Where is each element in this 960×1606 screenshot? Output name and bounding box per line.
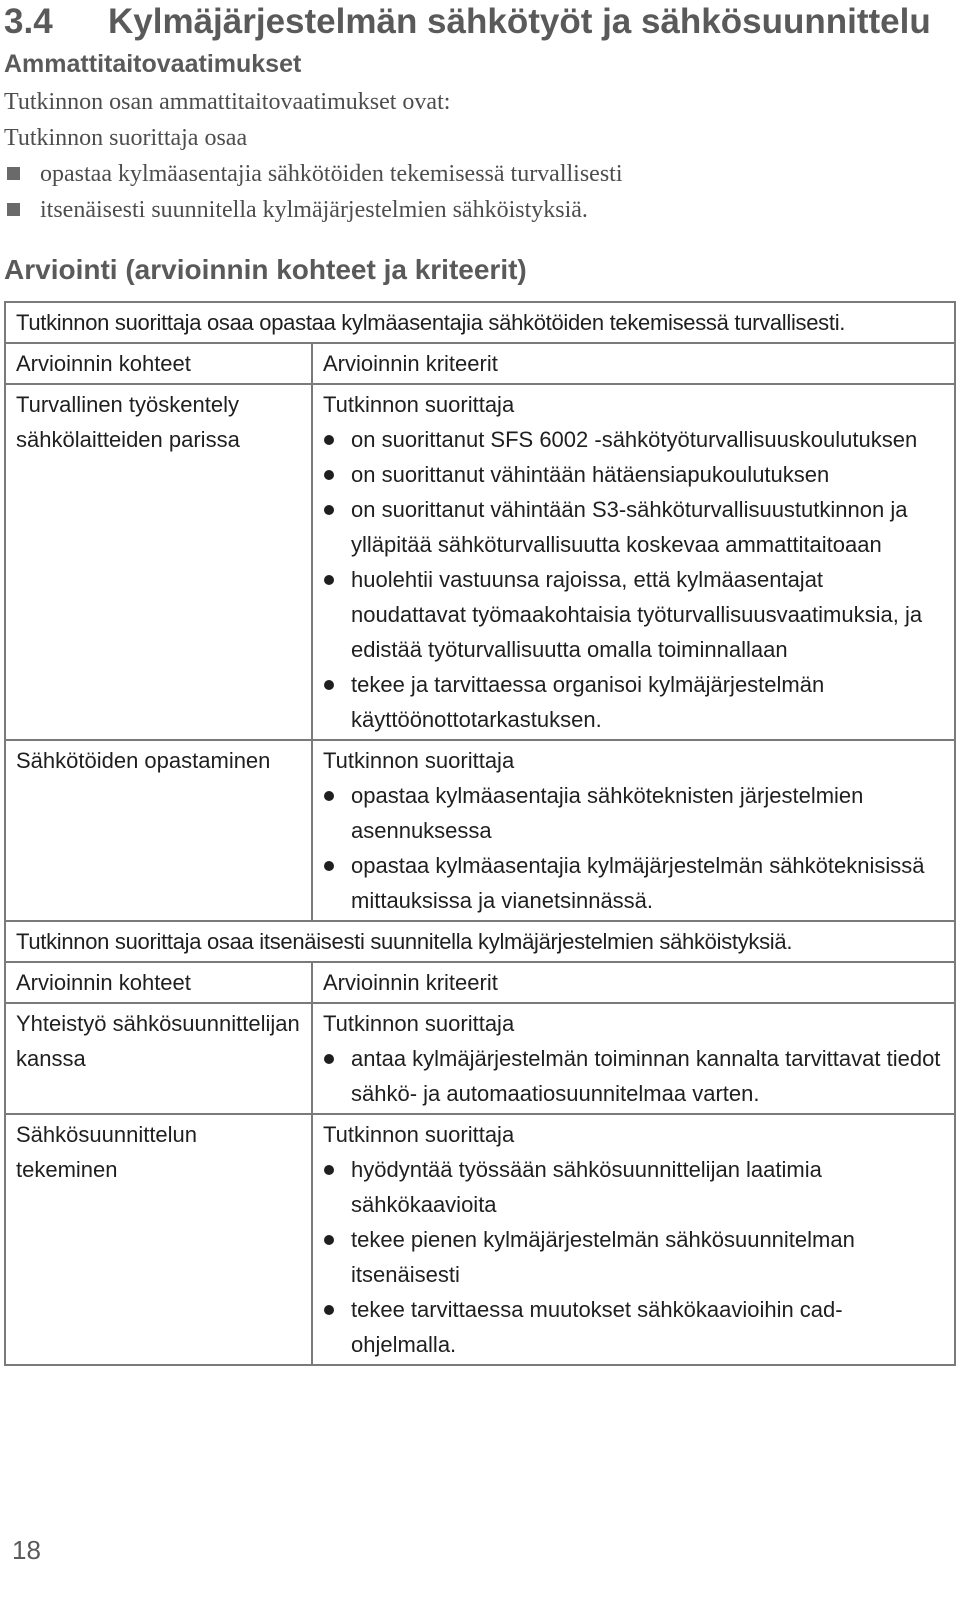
section-heading: [4, 0, 956, 44]
criteria-list: [323, 778, 944, 918]
column-header-criteria: Arvioinnin kriteerit: [312, 962, 955, 1003]
requirement-item: opastaa kylmäasentajia sähkötöiden tekemisessä turvallisesti: [4, 156, 956, 192]
intro-line-1: Tutkinnon osan ammattitaitovaatimukset ovat:: [4, 89, 451, 115]
table-section-header: [5, 302, 955, 343]
table-column-header-row: [5, 962, 955, 1003]
criteria-item: tekee pienen kylmäjärjestelmän sähkösuunnitelman itsenäisesti: [323, 1222, 944, 1292]
requirement-item: itsenäisesti suunnitella kylmäjärjestelmien sähköistyksiä.: [4, 192, 956, 228]
bullet-icon: [324, 1054, 334, 1064]
criteria-item: tekee tarvittaessa muutokset sähkökaavioihin cad-ohjelmalla.: [323, 1292, 944, 1362]
assessment-heading: Arviointi (arvioinnin kohteet ja kriteerit): [4, 254, 527, 285]
assessment-target: Sähkötöiden opastaminen: [5, 740, 312, 921]
criteria-lead: Tutkinnon suorittaja: [323, 1011, 515, 1036]
bullet-icon: [324, 1235, 334, 1245]
assessment-criteria: [312, 1003, 955, 1114]
assessment-criteria: [312, 1114, 955, 1365]
section-title: Kylmäjärjestelmän sähkötyöt ja sähkösuunnittelu: [108, 2, 931, 41]
square-bullet-icon: [7, 203, 20, 216]
table-row: [5, 740, 955, 921]
bullet-icon: [324, 435, 334, 445]
bullet-icon: [324, 1165, 334, 1175]
column-header-targets: Arvioinnin kohteet: [5, 343, 312, 384]
document-page: [4, 0, 956, 1366]
column-header-targets: Arvioinnin kohteet: [5, 962, 312, 1003]
criteria-lead: Tutkinnon suorittaja: [323, 1122, 515, 1147]
bullet-icon: [324, 470, 334, 480]
assessment-criteria: [312, 384, 955, 740]
criteria-item: antaa kylmäjärjestelmän toiminnan kannalta tarvittavat tiedot sähkö- ja automaatiosuunnitelmaa varten.: [323, 1041, 944, 1111]
criteria-lead: Tutkinnon suorittaja: [323, 748, 515, 773]
column-header-criteria: Arvioinnin kriteerit: [312, 343, 955, 384]
criteria-item: tekee ja tarvittaessa organisoi kylmäjärjestelmän käyttöönottotarkastuksen.: [323, 667, 944, 737]
assessment-criteria: [312, 740, 955, 921]
bullet-icon: [324, 575, 334, 585]
section-title-cell: Tutkinnon suorittaja osaa opastaa kylmäasentajia sähkötöiden tekemisessä turvallisesti.: [5, 302, 955, 343]
table-row: [5, 1003, 955, 1114]
table-row: [5, 384, 955, 740]
section-title-cell: Tutkinnon suorittaja osaa itsenäisesti suunnitella kylmäjärjestelmien sähköistyksiä.: [5, 921, 955, 962]
bullet-icon: [324, 1305, 334, 1315]
bullet-icon: [324, 680, 334, 690]
criteria-item: on suorittanut vähintään hätäensiapukoulutuksen: [323, 457, 944, 492]
table-section-header: [5, 921, 955, 962]
criteria-item: on suorittanut SFS 6002 -sähkötyöturvallisuuskoulutuksen: [323, 422, 944, 457]
square-bullet-icon: [7, 167, 20, 180]
assessment-target: Turvallinen työskentely sähkölaitteiden parissa: [5, 384, 312, 740]
page-number: 18: [12, 1535, 41, 1565]
bullet-icon: [324, 505, 334, 515]
criteria-item: opastaa kylmäasentajia sähköteknisten järjestelmien asennuksessa: [323, 778, 944, 848]
assessment-target: Sähkösuunnittelun tekeminen: [5, 1114, 312, 1365]
assessment-table: [4, 301, 956, 1366]
criteria-lead: Tutkinnon suorittaja: [323, 392, 515, 417]
criteria-item: opastaa kylmäasentajia kylmäjärjestelmän sähköteknisissä mittauksissa ja vianetsinnässä.: [323, 848, 944, 918]
criteria-item: hyödyntää työssään sähkösuunnittelijan laatimia sähkökaavioita: [323, 1152, 944, 1222]
assessment-target: Yhteistyö sähkösuunnittelijan kanssa: [5, 1003, 312, 1114]
criteria-item: huolehtii vastuunsa rajoissa, että kylmäasentajat noudattavat työmaakohtaisia työturvallisuusvaatimuksia, ja edistää työturvallisuutta omalla toiminnallaan: [323, 562, 944, 667]
criteria-item: on suorittanut vähintään S3-sähköturvallisuustutkinnon ja ylläpitää sähköturvallisuutta koskevaa ammattitaitoaan: [323, 492, 944, 562]
criteria-list: [323, 422, 944, 737]
section-number: 3.4: [4, 2, 53, 41]
bullet-icon: [324, 861, 334, 871]
intro-line-2: Tutkinnon suorittaja osaa: [4, 125, 248, 151]
criteria-list: [323, 1152, 944, 1362]
table-column-header-row: [5, 343, 955, 384]
criteria-list: [323, 1041, 944, 1111]
bullet-icon: [324, 791, 334, 801]
requirements-heading: Ammattitaitovaatimukset: [4, 50, 302, 78]
table-row: [5, 1114, 955, 1365]
requirements-intro: [4, 84, 956, 228]
